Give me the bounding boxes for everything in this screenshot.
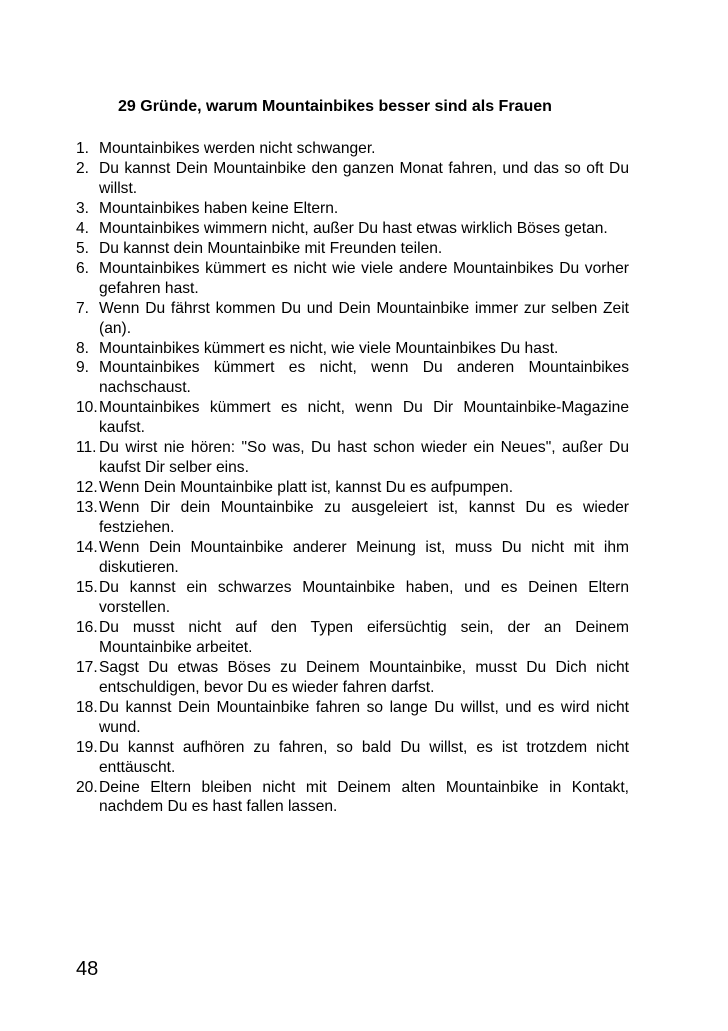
list-item: [76, 538, 629, 578]
page-title: 29 Gründe, warum Mountainbikes besser sind als Frauen: [118, 98, 552, 115]
list-item: [76, 199, 629, 219]
list-item: [76, 358, 629, 398]
item-text: Wenn Dein Mountainbike anderer Meinung ist, muss Du nicht mit ihm diskutieren.: [99, 539, 629, 577]
item-text: Du wirst nie hören: "So was, Du hast schon wieder ein Neues", außer Du kaufst Dir selber eins.: [99, 439, 629, 477]
item-number: 17.: [76, 658, 98, 676]
item-number: 19.: [76, 738, 98, 756]
list-item: [76, 618, 629, 658]
list-item: [76, 698, 629, 738]
item-text: Mountainbikes haben keine Eltern.: [99, 199, 339, 217]
item-text: Du kannst aufhören zu fahren, so bald Du willst, es ist trotzdem nicht enttäuscht.: [99, 738, 629, 776]
list-item: [76, 398, 629, 438]
item-number: 7.: [76, 299, 90, 317]
list-item: [76, 738, 629, 778]
list-item: [76, 498, 629, 538]
list-item: [76, 259, 629, 299]
item-number: 4.: [76, 219, 90, 237]
item-number: 6.: [76, 259, 90, 277]
item-text: Mountainbikes wimmern nicht, außer Du hast etwas wirklich Böses getan.: [99, 219, 608, 237]
item-number: 11.: [76, 439, 97, 457]
list-item: [76, 159, 629, 199]
item-text: Mountainbikes kümmert es nicht wie viele andere Mountainbikes Du vorher gefahren hast.: [99, 259, 629, 297]
item-text: Mountainbikes kümmert es nicht, wenn Du anderen Mountainbikes nachschaust.: [99, 359, 629, 397]
item-text: Du kannst Dein Mountainbike den ganzen Monat fahren, und das so oft Du willst.: [99, 159, 629, 197]
list-item: [76, 578, 629, 618]
item-text: Du kannst dein Mountainbike mit Freunden teilen.: [99, 239, 443, 257]
list-item: [76, 438, 629, 478]
item-text: Mountainbikes werden nicht schwanger.: [99, 140, 376, 157]
item-text: Wenn Du fährst kommen Du und Dein Mountainbike immer zur selben Zeit (an).: [99, 299, 629, 337]
item-number: 15.: [76, 578, 98, 596]
item-text: Du musst nicht auf den Typen eifersüchtig sein, der an Deinem Mountainbike arbeitet.: [99, 618, 629, 656]
item-number: 13.: [76, 499, 98, 517]
list-item: [76, 658, 629, 698]
list-item: [76, 219, 629, 239]
item-text: Sagst Du etwas Böses zu Deinem Mountainbike, musst Du Dich nicht entschuldigen, bevor Du es wieder fahren darfst.: [99, 658, 629, 696]
item-text: Wenn Dein Mountainbike platt ist, kannst Du es aufpumpen.: [99, 479, 514, 497]
item-number: 12.: [76, 479, 98, 497]
item-text: Du kannst Dein Mountainbike fahren so lange Du willst, und es wird nicht wund.: [99, 698, 629, 736]
item-number: 5.: [76, 239, 90, 257]
list-item: [76, 339, 629, 359]
item-number: 10.: [76, 399, 98, 417]
item-number: 14.: [76, 539, 98, 557]
list-item: [76, 299, 629, 339]
item-number: 20.: [76, 778, 98, 796]
list-item: [76, 778, 629, 818]
item-number: 9.: [76, 359, 90, 377]
item-number: 8.: [76, 339, 90, 357]
list-item: [76, 478, 629, 498]
item-text: Wenn Dir dein Mountainbike zu ausgeleiert ist, kannst Du es wieder festziehen.: [99, 499, 629, 537]
item-text: Mountainbikes kümmert es nicht, wie viele Mountainbikes Du hast.: [99, 339, 559, 357]
item-number: 18.: [76, 698, 98, 716]
item-number: 3.: [76, 199, 90, 217]
item-number: 16.: [76, 618, 98, 636]
item-text: Deine Eltern bleiben nicht mit Deinem alten Mountainbike in Kontakt, nachdem Du es hast fallen lassen.: [99, 778, 629, 816]
item-text: Mountainbikes kümmert es nicht, wenn Du Dir Mountainbike-Magazine kaufst.: [99, 399, 629, 437]
item-text: Du kannst ein schwarzes Mountainbike haben, und es Deinen Eltern vorstellen.: [99, 578, 629, 616]
list-item: [76, 139, 629, 159]
list-item: [76, 239, 629, 259]
item-number: 2.: [76, 159, 90, 177]
reasons-list: [76, 139, 629, 817]
item-number: 1.: [76, 140, 90, 157]
page-number: 48: [76, 958, 99, 980]
